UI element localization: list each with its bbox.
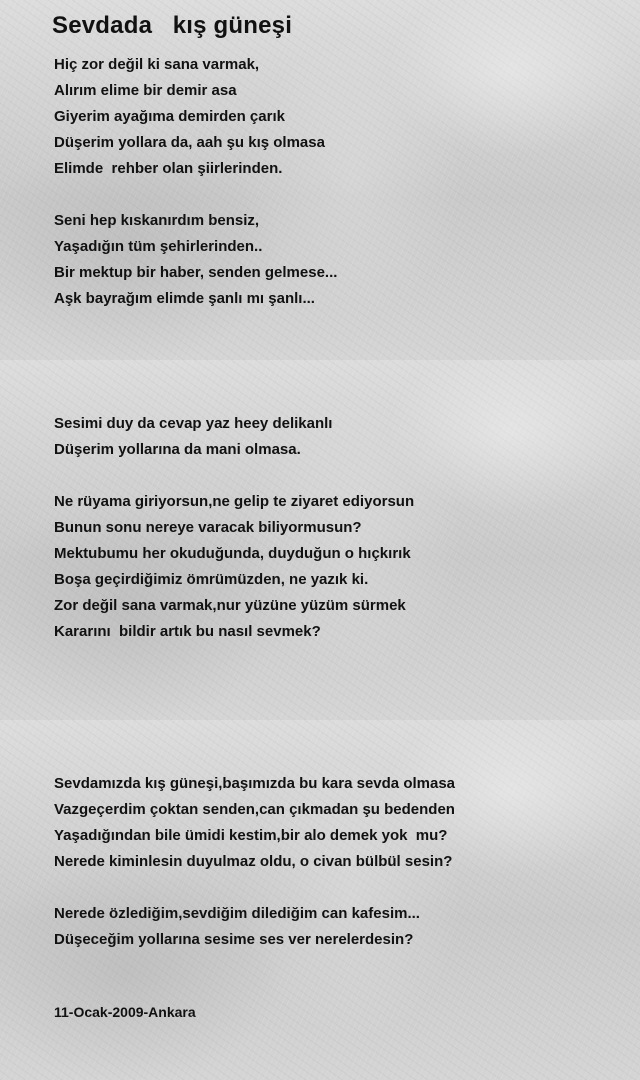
poem-line: Yaşadığın tüm şehirlerinden.. — [54, 238, 263, 255]
poem-line: Mektubumu her okuduğunda, duyduğun o hıçkırık — [54, 545, 411, 562]
poem-line: Düşeceğim yollarına sesime ses ver nerelerdesin? — [54, 931, 414, 948]
poem-line: Bunun sonu nereye varacak biliyormusun? — [54, 519, 362, 536]
poem-line: Düşerim yollarına da mani olmasa. — [54, 441, 301, 458]
poem-line: Sesimi duy da cevap yaz heey delikanlı — [54, 415, 333, 432]
poem-line: Aşk bayrağım elimde şanlı mı şanlı... — [54, 290, 315, 307]
poem-line: Hiç zor değil ki sana varmak, — [54, 56, 260, 73]
stanza-5 — [54, 771, 455, 875]
poem-dateline: 11-Ocak-2009-Ankara — [54, 1004, 196, 1020]
poem-line: Bir mektup bir haber, senden gelmese... — [54, 264, 338, 281]
poem-line: Alırım elime bir demir asa — [54, 82, 237, 99]
stanza-6 — [54, 901, 420, 953]
poem-line: Elimde rehber olan şiirlerinden. — [54, 160, 283, 177]
stanza-4 — [54, 489, 414, 645]
poem-line: Giyerim ayağıma demirden çarık — [54, 108, 285, 125]
poem-line: Vazgeçerdim çoktan senden,can çıkmadan şu bedenden — [54, 801, 455, 818]
poem-line: Boşa geçirdiğimiz ömrümüzden, ne yazık ki. — [54, 571, 369, 588]
poem-line: Ne rüyama giriyorsun,ne gelip te ziyaret ediyorsun — [54, 493, 415, 510]
poem-line: Düşerim yollara da, aah şu kış olmasa — [54, 134, 325, 151]
stanza-1 — [54, 52, 325, 182]
stanza-3 — [54, 411, 332, 463]
stanza-2 — [54, 208, 337, 312]
poem-title: Sevdada kış güneşi — [52, 12, 293, 39]
poem-line: Seni hep kıskanırdım bensiz, — [54, 212, 260, 229]
poem-panel-3 — [0, 720, 640, 1080]
poem-panel-1 — [0, 0, 640, 360]
poem-line: Yaşadığından bile ümidi kestim,bir alo demek yok mu? — [54, 827, 448, 844]
poem-panel-2 — [0, 360, 640, 720]
poem-line: Sevdamızda kış güneşi,başımızda bu kara sevda olmasa — [54, 775, 456, 792]
poem-line: Nerede özlediğim,sevdiğim dilediğim can kafesim... — [54, 905, 420, 922]
poem-line: Zor değil sana varmak,nur yüzüne yüzüm sürmek — [54, 597, 406, 614]
poem-line: Kararını bildir artık bu nasıl sevmek? — [54, 623, 321, 640]
poem-line: Nerede kiminlesin duyulmaz oldu, o civan bülbül sesin? — [54, 853, 453, 870]
